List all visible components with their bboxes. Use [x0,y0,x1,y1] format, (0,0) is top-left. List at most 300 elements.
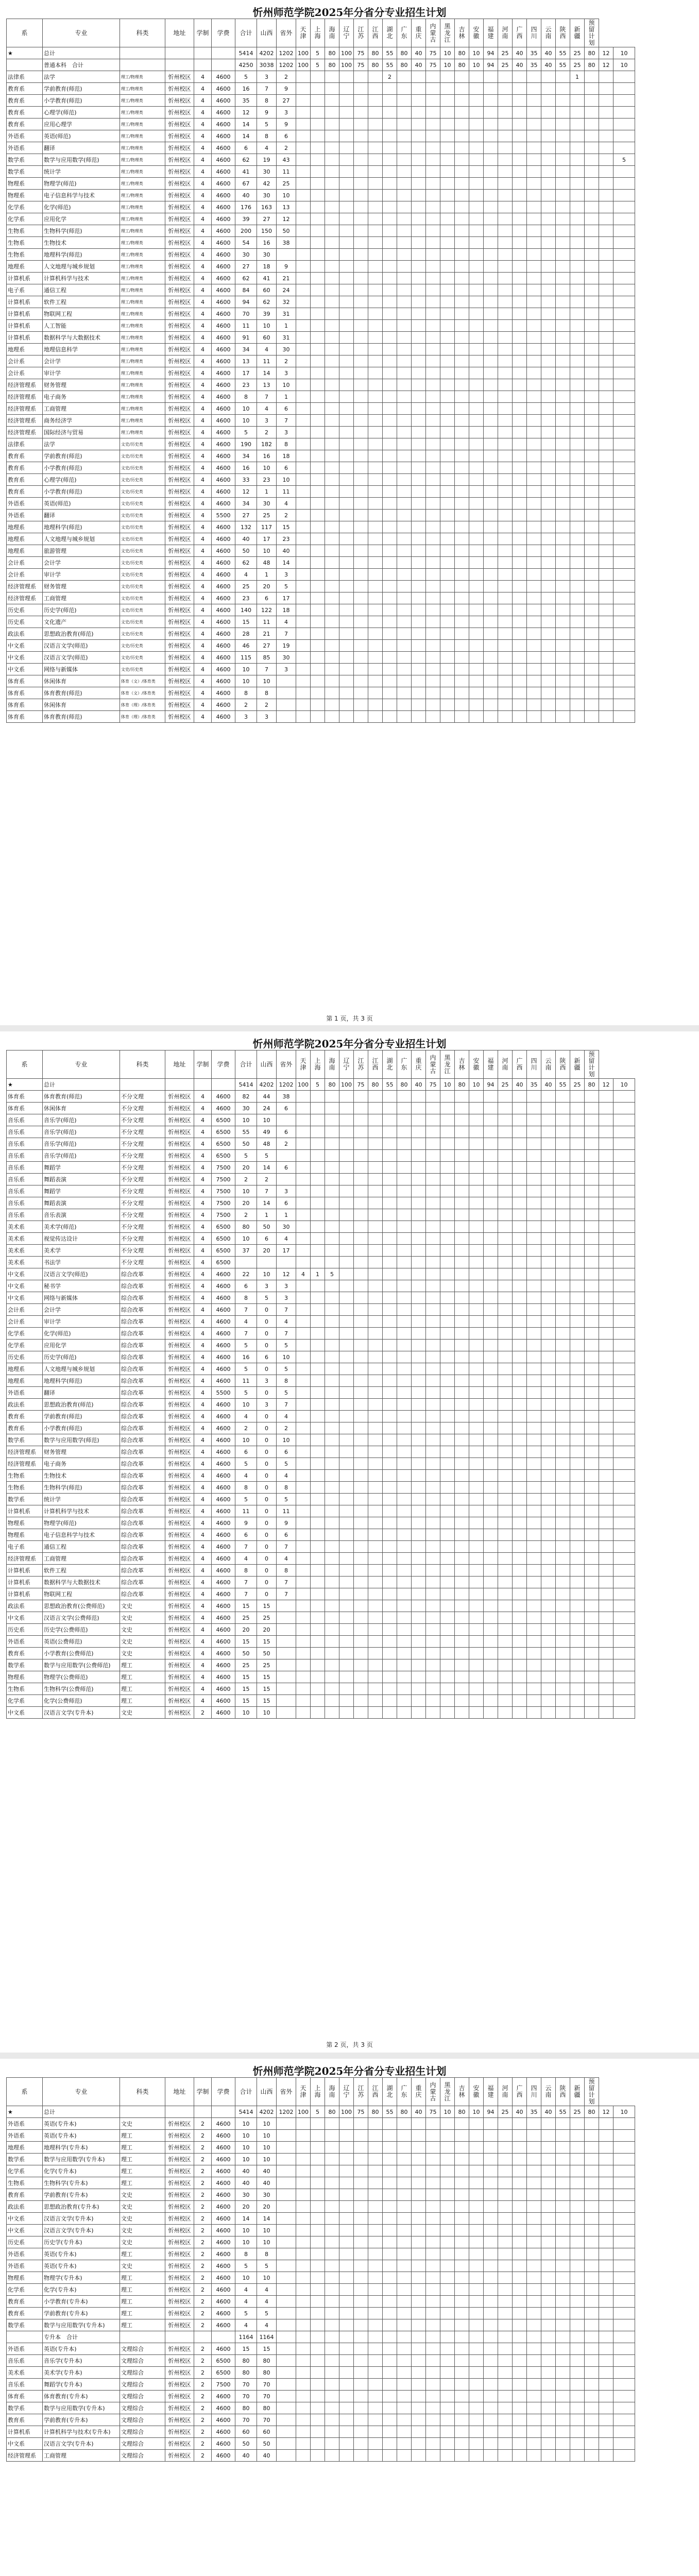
cell-province [455,1375,469,1387]
cell-province: 80 [368,2106,383,2118]
cell-province [513,1494,527,1505]
cell-shanxi: 0 [257,1588,277,1600]
cell-province [354,273,368,284]
cell-province [354,1695,368,1707]
cell-province [469,1233,484,1245]
cell-province [412,687,426,699]
cell-province [383,438,397,450]
cell-years: 4 [194,1126,212,1138]
cell-province [354,142,368,154]
cell-province [325,1245,339,1257]
cell-province [339,1470,354,1482]
cell-province [296,2130,311,2142]
cell-province: 75 [354,59,368,71]
cell-province [469,1268,484,1280]
cell-major: 小学教育(师范) [43,95,120,107]
cell-province [469,379,484,391]
cell-campus: 忻州校区 [165,557,194,569]
cell-province [556,95,570,107]
cell-province [397,1091,412,1103]
cell-province [354,545,368,557]
cell-fee: 4600 [212,1103,235,1114]
cell-dept: 历史系 [7,1624,43,1636]
column-header: 天津 [296,2078,311,2106]
cell-province [556,2343,570,2355]
cell-province [556,2189,570,2201]
cell-years: 4 [194,1328,212,1340]
cell-province [498,521,513,533]
cell-province [354,2118,368,2130]
cell-province: 5 [311,59,325,71]
cell-province: 12 [599,1079,613,1091]
cell-province [325,2319,339,2331]
cell-province [412,1600,426,1612]
cell-province: 40 [541,59,556,71]
cell-major: 小学教育(师范) [43,1422,120,1434]
cell-province [585,2379,599,2391]
cell-dept: ★ [7,2106,43,2118]
cell-province [613,1316,635,1328]
cell-province [498,296,513,308]
cell-province [527,237,541,249]
cell-other-provinces: 6 [277,403,296,415]
cell-province [440,2391,455,2402]
cell-other-provinces: 11 [277,486,296,498]
cell-campus: 忻州校区 [165,498,194,510]
cell-province [556,1328,570,1340]
cell-province [599,1422,613,1434]
cell-total: 16 [235,1351,257,1363]
cell-province [426,1351,440,1363]
column-header: 专业 [43,1050,120,1079]
cell-fee: 4600 [212,462,235,474]
cell-years: 2 [194,2379,212,2391]
cell-province [498,557,513,569]
cell-province [339,2391,354,2402]
column-header: 黑龙江 [440,2078,455,2106]
cell-province [296,391,311,403]
cell-province: 75 [354,2106,368,2118]
cell-province [412,1612,426,1624]
cell-province [585,1446,599,1458]
cell-province [498,130,513,142]
cell-total: 2 [235,1422,257,1434]
cell-province [412,2260,426,2272]
cell-total: 15 [235,1600,257,1612]
cell-province [354,474,368,486]
table-row [7,355,635,367]
cell-province [339,2142,354,2154]
cell-province: 5 [311,2106,325,2118]
cell-category: 理工/物理类 [120,142,165,154]
cell-years: 4 [194,296,212,308]
cell-province [339,1624,354,1636]
cell-province [383,1375,397,1387]
cell-province [426,83,440,95]
cell-province [339,1340,354,1351]
cell-province [585,1529,599,1541]
cell-province [440,652,455,664]
cell-province [354,1434,368,1446]
cell-province [426,1268,440,1280]
cell-province [383,2118,397,2130]
cell-dept: 中文系 [7,664,43,675]
cell-other-provinces: 3 [277,1280,296,1292]
cell-province [426,2414,440,2426]
cell-province [412,95,426,107]
cell-province [325,249,339,261]
cell-province [354,1636,368,1648]
cell-fee: 4600 [212,225,235,237]
cell-total: 13 [235,355,257,367]
cell-province [613,249,635,261]
cell-province [455,1624,469,1636]
cell-total: 5 [235,1340,257,1351]
cell-province [296,1482,311,1494]
cell-province [325,2248,339,2260]
cell-province [440,2355,455,2367]
cell-dept: 生物系 [7,2177,43,2189]
cell-province [484,2272,498,2284]
cell-province [599,273,613,284]
cell-province [440,2438,455,2450]
cell-province [426,664,440,675]
cell-province [339,344,354,355]
cell-years: 4 [194,1612,212,1624]
cell-province [440,2426,455,2438]
cell-province [498,652,513,664]
cell-province [296,1245,311,1257]
cell-province [383,640,397,652]
cell-major: 人文地理与城乡规划 [43,1363,120,1375]
table-row [7,1103,635,1114]
cell-province [440,1221,455,1233]
cell-province [484,355,498,367]
cell-province [613,166,635,178]
cell-province [296,2355,311,2367]
cell-province [556,2165,570,2177]
cell-dept: 中文系 [7,2438,43,2450]
cell-province [354,604,368,616]
cell-province [469,2213,484,2225]
cell-fee: 4600 [212,2248,235,2260]
cell-province [383,1280,397,1292]
cell-province [570,486,585,498]
cell-years: 4 [194,1257,212,1268]
cell-province [440,462,455,474]
cell-province [412,1505,426,1517]
cell-province [296,450,311,462]
cell-campus: 忻州校区 [165,1091,194,1103]
cell-province [383,557,397,569]
cell-province [455,403,469,415]
cell-total: 6 [235,1446,257,1458]
cell-province [397,1434,412,1446]
cell-province [339,379,354,391]
cell-province [570,190,585,201]
cell-province [613,2319,635,2331]
cell-province [513,1375,527,1387]
column-header: 专业 [43,19,120,47]
cell-category: 不分文理 [120,1138,165,1150]
cell-province [484,427,498,438]
cell-province [296,237,311,249]
cell-province [325,107,339,118]
cell-province [585,178,599,190]
cell-years: 4 [194,640,212,652]
cell-province [296,2367,311,2379]
cell-province [440,592,455,604]
cell-province [498,1707,513,1719]
cell-province [368,510,383,521]
cell-province [556,2367,570,2379]
cell-province [339,438,354,450]
cell-fee: 4600 [212,1588,235,1600]
cell-campus: 忻州校区 [165,190,194,201]
cell-province [599,249,613,261]
table-row [7,1114,635,1126]
cell-province: 35 [527,2106,541,2118]
cell-province [397,699,412,711]
cell-province [397,2367,412,2379]
cell-province [469,2260,484,2272]
cell-province [556,592,570,604]
cell-major: 物理学(师范) [43,1517,120,1529]
cell-province [354,2165,368,2177]
cell-province [585,1707,599,1719]
cell-province [339,652,354,664]
cell-province [426,1292,440,1304]
cell-fee: 4600 [212,2296,235,2308]
cell-province [440,1375,455,1387]
cell-province [613,2154,635,2165]
cell-province [469,1588,484,1600]
table-row [7,2154,635,2165]
cell-province [556,2402,570,2414]
cell-province: 12 [599,59,613,71]
cell-dept: 经济管理系 [7,391,43,403]
cell-province [397,521,412,533]
cell-province [527,1600,541,1612]
cell-category: 体育（文）/体育类 [120,675,165,687]
cell-province [440,2118,455,2130]
cell-other-provinces [277,1636,296,1648]
cell-province [541,510,556,521]
cell-province [541,675,556,687]
cell-province [412,83,426,95]
cell-province [426,1197,440,1209]
cell-province [455,521,469,533]
cell-province [513,1541,527,1553]
cell-province [570,1091,585,1103]
cell-province [354,1316,368,1328]
cell-province [498,2260,513,2272]
cell-shanxi: 3038 [257,59,277,71]
cell-campus: 忻州校区 [165,1209,194,1221]
cell-total: 34 [235,450,257,462]
cell-province [368,1257,383,1268]
cell-province [397,1268,412,1280]
cell-province [585,261,599,273]
cell-dept: 历史系 [7,616,43,628]
cell-province [311,2450,325,2462]
cell-province [599,2154,613,2165]
cell-province [469,190,484,201]
cell-province [426,652,440,664]
cell-province [412,2154,426,2165]
cell-province [541,1494,556,1505]
cell-province [556,687,570,699]
cell-province: 25 [498,2106,513,2118]
cell-province [397,1209,412,1221]
table-row [7,1257,635,1268]
cell-major: 音乐学(师范) [43,1138,120,1150]
cell-province [397,391,412,403]
cell-province [484,1268,498,1280]
cell-province [354,1411,368,1422]
cell-other-provinces: 10 [277,1351,296,1363]
cell-total: 80 [235,1221,257,1233]
cell-province [339,2319,354,2331]
cell-shanxi: 42 [257,178,277,190]
cell-province [585,2165,599,2177]
cell-province [556,1150,570,1162]
cell-province [585,1517,599,1529]
cell-province [469,1304,484,1316]
cell-province [513,1553,527,1565]
cell-province [484,711,498,723]
cell-province [368,2236,383,2248]
cell-province [440,2379,455,2391]
cell-province [556,2118,570,2130]
cell-province [440,2213,455,2225]
cell-category: 综合改革 [120,1411,165,1422]
cell-province [426,2213,440,2225]
cell-province [440,1150,455,1162]
cell-fee: 4600 [212,1280,235,1292]
cell-province [585,2414,599,2426]
cell-province [397,1114,412,1126]
cell-province [585,2438,599,2450]
cell-category: 理工 [120,2142,165,2154]
cell-province [527,1648,541,1659]
cell-province [484,2414,498,2426]
cell-province [469,391,484,403]
cell-dept: 物理系 [7,1529,43,1541]
cell-major: 化学(公费师范) [43,1695,120,1707]
cell-dept: 中文系 [7,2213,43,2225]
cell-province [570,1541,585,1553]
cell-province [368,1458,383,1470]
cell-years [194,1079,212,1091]
cell-total: 62 [235,154,257,166]
cell-province [484,1565,498,1577]
cell-province [397,1494,412,1505]
cell-shanxi: 30 [257,190,277,201]
cell-province [397,2189,412,2201]
cell-campus: 忻州校区 [165,344,194,355]
cell-province [498,2355,513,2367]
cell-province [556,664,570,675]
cell-province [368,1126,383,1138]
cell-years: 4 [194,201,212,213]
cell-province [383,2130,397,2142]
cell-province [484,71,498,83]
cell-province [498,107,513,118]
cell-major: 学前教育(专升本) [43,2308,120,2319]
cell-province [613,2189,635,2201]
cell-province [311,581,325,592]
cell-province [383,415,397,427]
cell-province [339,2379,354,2391]
cell-province [613,1577,635,1588]
cell-category: 理工/物理类 [120,403,165,415]
cell-province [570,1245,585,1257]
cell-province [412,130,426,142]
cell-province [455,2379,469,2391]
cell-province [599,2248,613,2260]
table-row [7,2308,635,2319]
cell-province [426,1138,440,1150]
cell-province [469,1162,484,1174]
cell-province [484,687,498,699]
cell-province [296,1257,311,1268]
cell-province [570,604,585,616]
cell-province [613,284,635,296]
cell-major: 通信工程 [43,284,120,296]
cell-province [469,1494,484,1505]
table-row [7,1636,635,1648]
cell-province [455,569,469,581]
cell-province [368,2154,383,2165]
cell-province [541,284,556,296]
table-row [7,498,635,510]
cell-province [354,1174,368,1185]
cell-shanxi: 0 [257,1316,277,1328]
cell-province [599,2284,613,2296]
cell-campus: 忻州校区 [165,2225,194,2236]
cell-campus: 忻州校区 [165,2414,194,2426]
cell-province [556,1541,570,1553]
cell-province [412,2414,426,2426]
column-header: 合计 [235,19,257,47]
cell-fee: 4600 [212,2284,235,2296]
cell-province [455,166,469,178]
cell-province [455,2225,469,2236]
cell-province: 2 [383,71,397,83]
cell-province [484,1683,498,1695]
cell-province [296,2391,311,2402]
cell-province [541,2296,556,2308]
cell-province [513,1245,527,1257]
cell-total: 10 [235,2118,257,2130]
cell-province [325,320,339,332]
table-row [7,1505,635,1517]
cell-province [397,2308,412,2319]
cell-province [585,1458,599,1470]
cell-province [354,1351,368,1363]
cell-province [440,273,455,284]
cell-province [296,1648,311,1659]
cell-province [325,1505,339,1517]
cell-province [484,1292,498,1304]
cell-province [613,237,635,249]
cell-province [412,273,426,284]
cell-province [412,1304,426,1316]
cell-total: 2 [235,1174,257,1185]
cell-province [440,1399,455,1411]
cell-province [368,2367,383,2379]
